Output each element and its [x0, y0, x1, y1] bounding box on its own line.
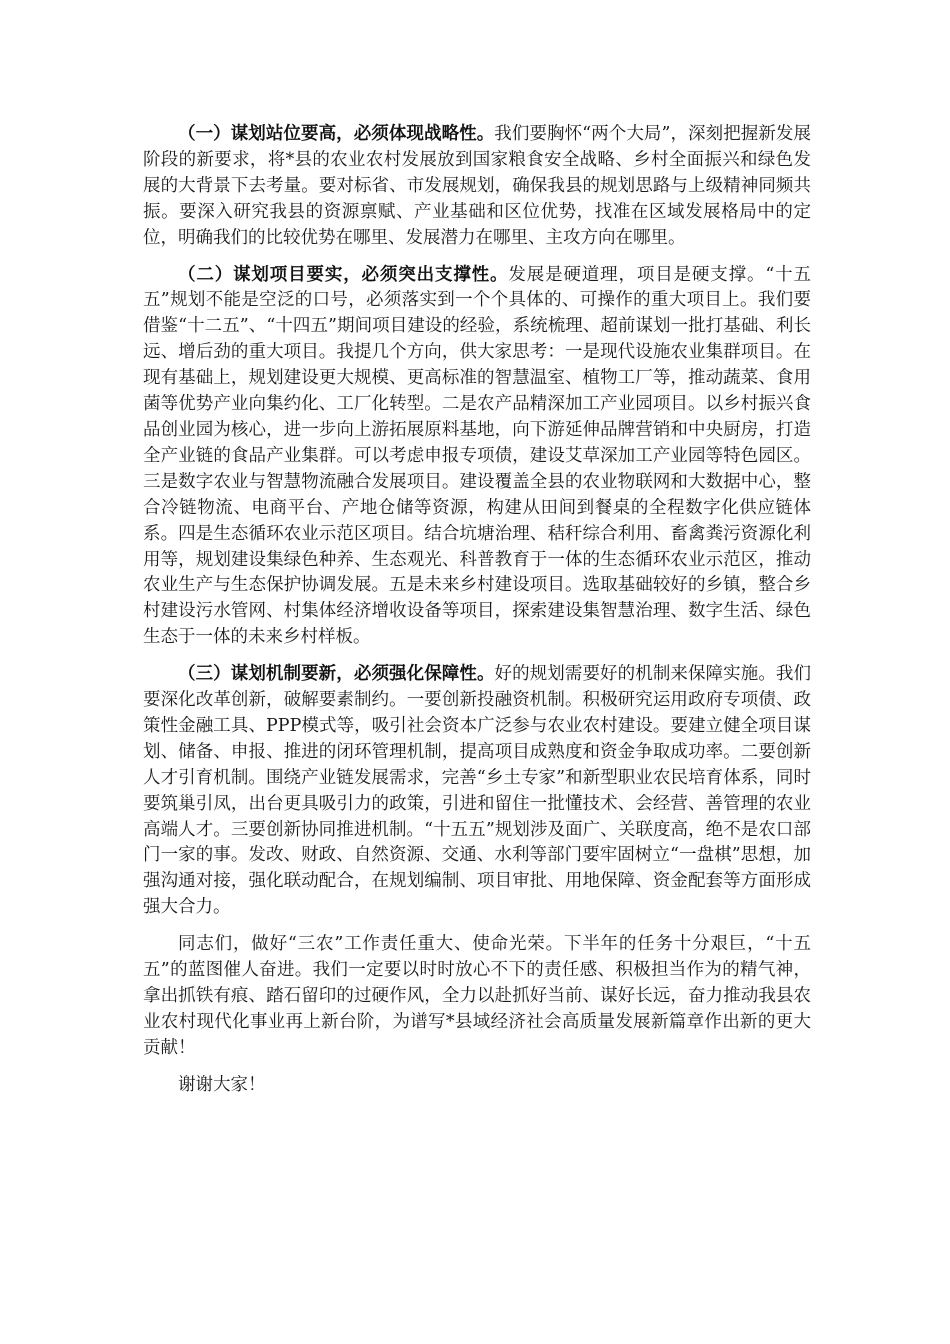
paragraph-text: 同志们，做好“三农”工作责任重大、使命光荣。下半年的任务十分艰巨，“十五五”的蓝图催人奋进。我们一定要以时时放心不下的责任感、积极担当作为的精气神，拿出抓铁有痕、踏石留印的过硬作风，全力以赴抓好当前、谋好长远，奋力推动我县农业农村现代化事业再上新台阶，为谱写*县域经济社会高质量发展新篇章作出新的更大贡献！: [143, 934, 811, 1058]
paragraph-projects: [143, 263, 811, 652]
document-body: [143, 122, 811, 1110]
paragraph-text: 发展是硬道理，项目是硬支撑。“十五五”规划不能是空泛的口号，必须落实到一个个具体的、可操作的重大项目上。我们要借鉴“十二五”、“十四五”期间项目建设的经验，系统梳理、超前谋划一批打基础、利长远、增后劲的重大项目。我提几个方向，供大家思考：一是现代设施农业集群项目。在现有基础上，规划建设更大规模、更高标准的智慧温室、植物工厂等，推动蔬菜、食用菌等优势产业向集约化、工厂化转型。二是农产品精深加工产业园项目。以乡村振兴食品创业园为核心，进一步向上游拓展原料基地，向下游延伸品牌营销和中央厨房，打造全产业链的食品产业集群。可以考虑申报专项债，建设艾草深加工产业园等特色园区。三是数字农业与智慧物流融合发展项目。建设覆盖全县的农业物联网和大数据中心，整合冷链物流、电商平台、产地仓储等资源，构建从田间到餐桌的全程数字化供应链体系。四是生态循环农业示范区项目。结合坑塘治理、秸秆综合利用、畜禽粪污资源化利用等，规划建设集绿色种养、生态观光、科普教育于一体的生态循环农业示范区，推动农业生产与生态保护协调发展。五是未来乡村建设项目。选取基础较好的乡镇，整合乡村建设污水管网、村集体经济增收设备等项目，探索建设集智慧治理、数字生活、绿色生态于一体的未来乡村样板。: [143, 264, 812, 648]
paragraph-conclusion: [143, 932, 811, 1062]
paragraph-text: 谢谢大家！: [178, 1074, 266, 1095]
paragraph-mechanism: [143, 662, 811, 921]
paragraph-thanks: [143, 1073, 811, 1099]
paragraph-heading: （二）谋划项目要实，必须突出支撑性。: [178, 264, 509, 285]
paragraph-strategy: [143, 122, 811, 252]
paragraph-text: 好的规划需要好的机制来保障实施。我们要深化改革创新，破解要素制约。一要创新投融资机制。积极研究运用政府专项债、政策性金融工具、PPP模式等，吸引社会资本广泛参与农业农村建设。要建立健全项目谋划、储备、申报、推进的闭环管理机制，提高项目成熟度和资金争取成功率。二要创新人才引育机制。围绕产业链发展需求，完善“乡土专家”和新型职业农民培育体系，同时要筑巢引凤，出台更具吸引力的政策，引进和留住一批懂技术、会经营、善管理的农业高端人才。三要创新协同推进机制。“十五五”规划涉及面广、关联度高，绝不是农口部门一家的事。发改、财政、自然资源、交通、水利等部门要牢固树立“一盘棋”思想，加强沟通对接，强化联动配合，在规划编制、项目审批、用地保障、资金配套等方面形成强大合力。: [143, 664, 812, 918]
paragraph-heading: （一）谋划站位要高，必须体现战略性。: [178, 124, 495, 144]
paragraph-heading: （三）谋划机制要新，必须强化保障性。: [178, 664, 495, 685]
paragraph-text: 我们要胸怀“两个大局”，深刻把握新发展阶段的新要求，将*县的农业农村发展放到国家粮食安全战略、乡村全面振兴和绿色发展的大背景下去考量。要对标省、市发展规划，确保我县的规划思路与上级精神同频共振。要深入研究我县的资源禀赋、产业基础和区位优势，找准在区域发展格局中的定位，明确我们的比较优势在哪里、发展潜力在哪里、主攻方向在哪里。: [143, 124, 811, 248]
